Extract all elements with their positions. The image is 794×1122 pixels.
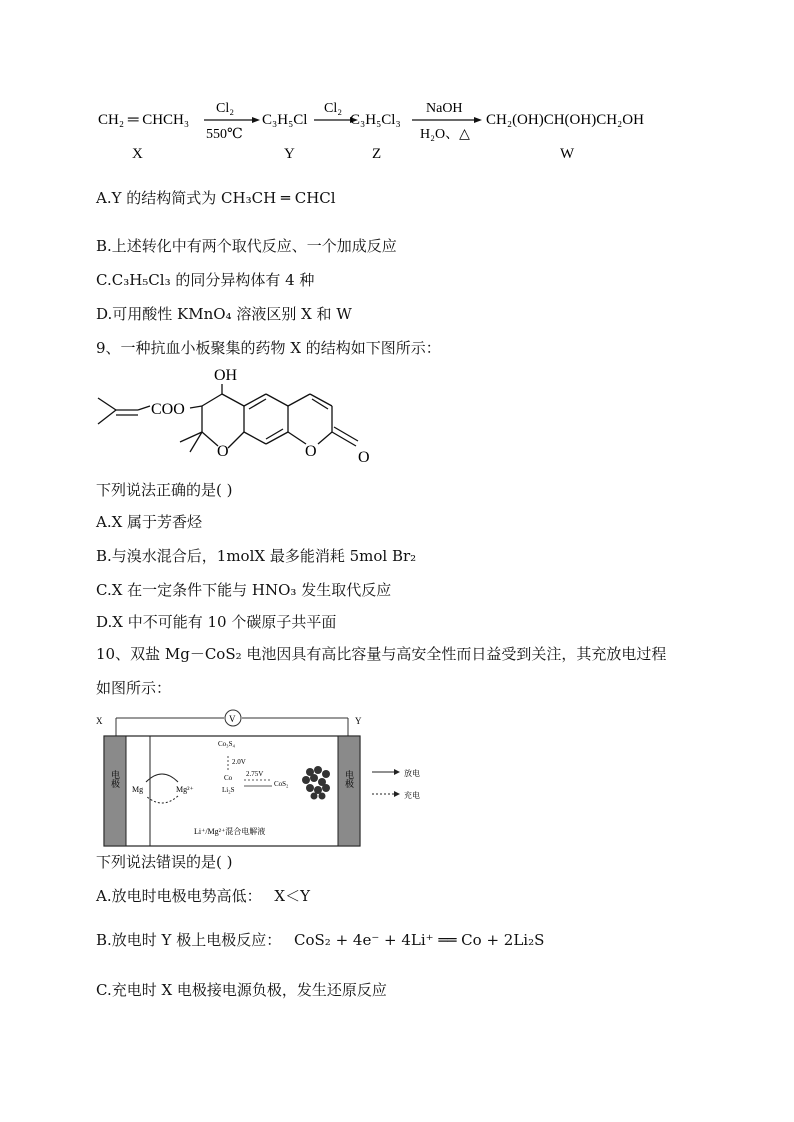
step3-reagent: NaOH (426, 101, 463, 116)
q10-stem-line2: 如图所示： (96, 679, 172, 697)
label-ring-o1: O (217, 443, 229, 460)
q9-option-b: B.与溴水混合后，1molX 最多能消耗 5mol Br₂ (96, 547, 417, 565)
q8-option-b: B.上述转化中有两个取代反应、一个加成反应 (96, 237, 397, 255)
structure-bonds (98, 384, 358, 452)
q9-option-d: D.X 中不可能有 10 个碳原子共平面 (96, 613, 337, 631)
q10-question: 下列说法错误的是( ) (96, 853, 233, 871)
step3-condition: H₂O、△ (420, 127, 470, 142)
label-ring-o2: O (305, 443, 317, 460)
q10-stem-line1: 10、双盐 Mg－CoS₂ 电池因具有高比容量与高安全性而日益受到关注，其充放电过程 (96, 645, 667, 663)
right-electrode-label: 电极 (344, 770, 354, 788)
q8-option-c: C.C₃H₅Cl₃ 的同分异构体有 4 种 (96, 271, 315, 289)
label-y: Y (284, 146, 295, 162)
reaction-scheme (94, 96, 664, 166)
q9-question: 下列说法正确的是( ) (96, 481, 233, 499)
arrow-3-head (474, 117, 482, 123)
label-z: Z (372, 146, 382, 162)
q10-option-b (96, 930, 544, 950)
li2s-label: Li₂S (222, 786, 235, 794)
left-electrode-label: 电极 (110, 770, 120, 788)
q10-option-a-expr: X＜Y (274, 887, 310, 905)
co-label: Co (224, 774, 233, 782)
formula-z: C₃H₅Cl₃ (350, 112, 401, 128)
q10-option-a-text: A.放电时电极电势高低： (96, 887, 262, 905)
voltmeter-label: V (229, 714, 236, 724)
label-carbonyl-o: O (358, 449, 370, 466)
molecule-structure (94, 364, 394, 470)
terminal-x: X (96, 716, 103, 726)
q8-option-d: D.可用酸性 KMnO₄ 溶液区别 X 和 W (96, 305, 352, 323)
voltage-2v: 2.0V (232, 758, 246, 766)
right-electrode (338, 736, 360, 846)
label-w: W (560, 146, 575, 162)
formula-x: CH₂ ═ CHCH₃ (98, 112, 190, 128)
legend-charge: 充电 (404, 791, 420, 800)
q8-option-a: A.Y 的结构简式为 CH₃CH ═ CHCl (96, 189, 336, 207)
q9-option-c: C.X 在一定条件下能与 HNO₃ 发生取代反应 (96, 581, 392, 599)
left-electrode (104, 736, 126, 846)
label-coo: COO (151, 401, 185, 418)
terminal-y: Y (355, 716, 362, 726)
q10-option-b-expr: CoS₂ + 4e⁻ + 4Li⁺ ══ Co + 2Li₂S (294, 931, 545, 949)
cos2-label: CoS₂ (274, 780, 289, 788)
voltage-275v: 2.75V (246, 770, 264, 778)
label-oh: OH (214, 367, 238, 384)
step1-condition: 550℃ (206, 127, 243, 142)
mg-label: Mg (132, 785, 144, 794)
q10-option-a (96, 886, 310, 906)
label-x: X (132, 146, 143, 162)
q9-stem: 9、一种抗血小板聚集的药物 X 的结构如下图所示： (96, 339, 441, 357)
battery-diagram (94, 706, 434, 850)
formula-w: CH₂(OH)CH(OH)CH₂OH (486, 112, 644, 128)
legend-discharge: 放电 (404, 769, 420, 778)
formula-y: C₃H₅Cl (262, 112, 308, 128)
step1-reagent: Cl₂ (216, 101, 235, 116)
step2-reagent: Cl₂ (324, 101, 343, 116)
q9-option-a: A.X 属于芳香烃 (96, 513, 203, 531)
mg-ion-label: Mg²⁺ (176, 785, 194, 794)
arrow-1-head (252, 117, 260, 123)
electrolyte-label: Li⁺/Mg²⁺混合电解液 (194, 827, 266, 836)
co3s4-label: Co₃S₄ (218, 740, 235, 748)
q10-option-b-text: B.放电时 Y 极上电极反应： (96, 931, 282, 949)
q10-option-c: C.充电时 X 电极接电源负极，发生还原反应 (96, 981, 387, 999)
